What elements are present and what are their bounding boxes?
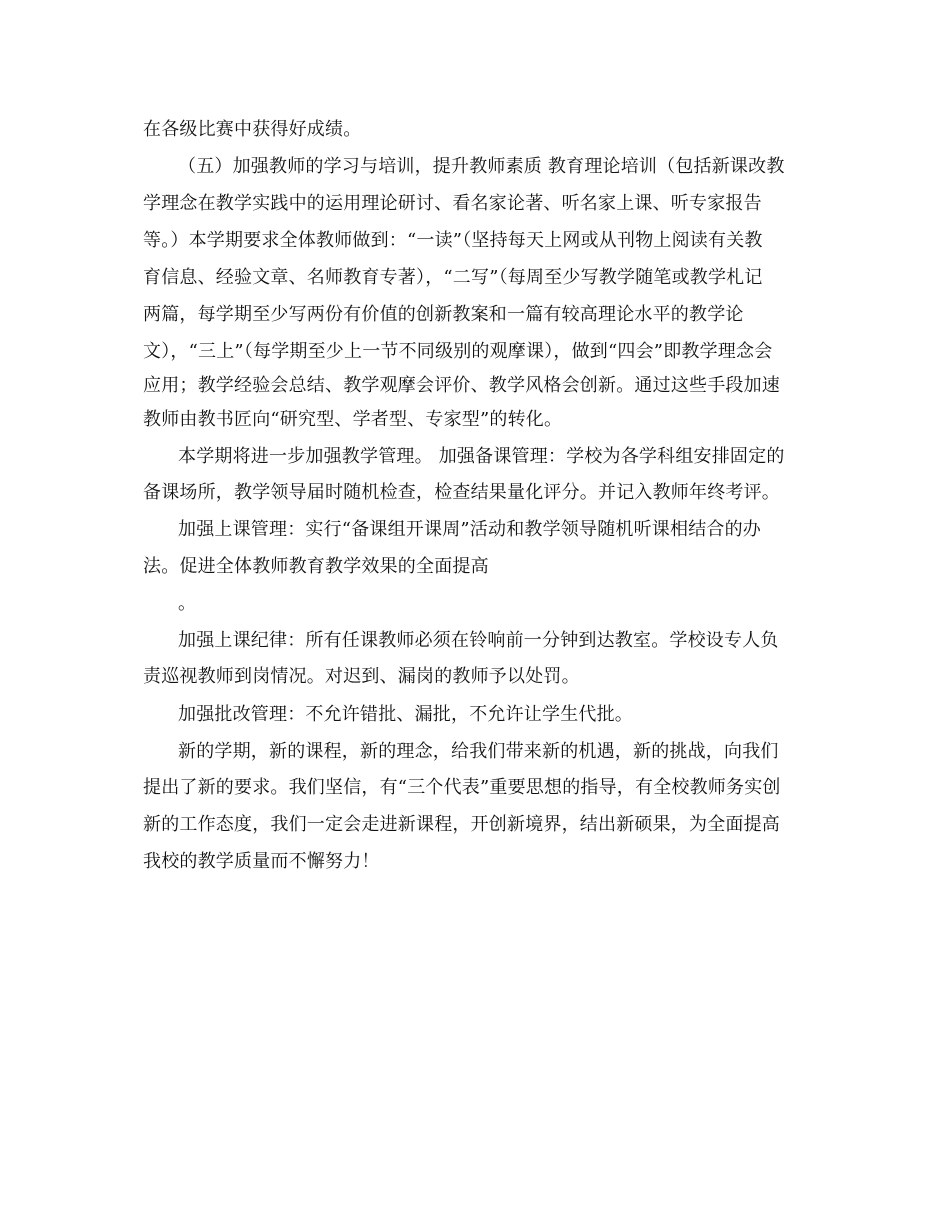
text-line: 育信息、经验文章、名师教育专著），“二写”（每周至少写教学随笔或教学札记 <box>143 267 763 288</box>
text-line: 等。）本学期要求全体教师做到：“一读”（坚持每天上网或从刊物上阅读有关教 <box>143 230 763 251</box>
text-line: 两篇，每学期至少写两份有价值的创新教案和一篇有较高理论水平的教学论 <box>143 304 744 325</box>
text-line: 应用；教学经验会总结、教学观摩会评价、教学风格会创新。通过这些手段加速 <box>143 375 780 396</box>
text-line: 新的学期，新的课程，新的理念，给我们带来新的机遇，新的挑战，向我们 <box>178 741 779 762</box>
text-line: 加强上课管理：实行“备课组开课周”活动和教学领导随机听课相结合的办 <box>178 519 762 540</box>
text-line: 加强上课纪律：所有任课教师必须在铃响前一分钟到达教室。学校设专人负 <box>178 630 779 651</box>
text-line: （五）加强教师的学习与培训，提升教师素质 教育理论培训（包括新课改教 <box>178 156 785 177</box>
text-line: 加强批改管理：不允许错批、漏批，不允许让学生代批。 <box>178 704 633 725</box>
text-line: 学理念在教学实践中的运用理论研讨、看名家论著、听名家上课、听专家报告 <box>143 193 762 214</box>
text-line: 。 <box>178 593 197 614</box>
text-line: 责巡视教师到岗情况。对迟到、漏岗的教师予以处罚。 <box>143 666 580 687</box>
text-line: 提出了新的要求。我们坚信，有“三个代表”重要思想的指导，有全校教师务实创 <box>143 777 781 798</box>
text-line: 法。促进全体教师教育教学效果的全面提高 <box>143 556 489 577</box>
text-line: 我校的教学质量而不懈努力！ <box>143 851 380 872</box>
text-line: 本学期将进一步加强教学管理。 加强备课管理：学校为各学科组安排固定的 <box>178 446 785 467</box>
text-line: 文），“三上”（每学期至少上一节不同级别的观摩课），做到“四会”即教学理念会 <box>143 341 773 362</box>
text-line: 在各级比赛中获得好成绩。 <box>143 119 362 140</box>
text-line: 教师由教书匠向“研究型、学者型、专家型”的转化。 <box>143 409 563 430</box>
text-line: 备课场所，教学领导届时随机检查，检查结果量化评分。并记入教师年终考评。 <box>143 482 780 503</box>
text-line: 新的工作态度，我们一定会走进新课程，开创新境界，结出新硕果，为全面提高 <box>143 814 780 835</box>
